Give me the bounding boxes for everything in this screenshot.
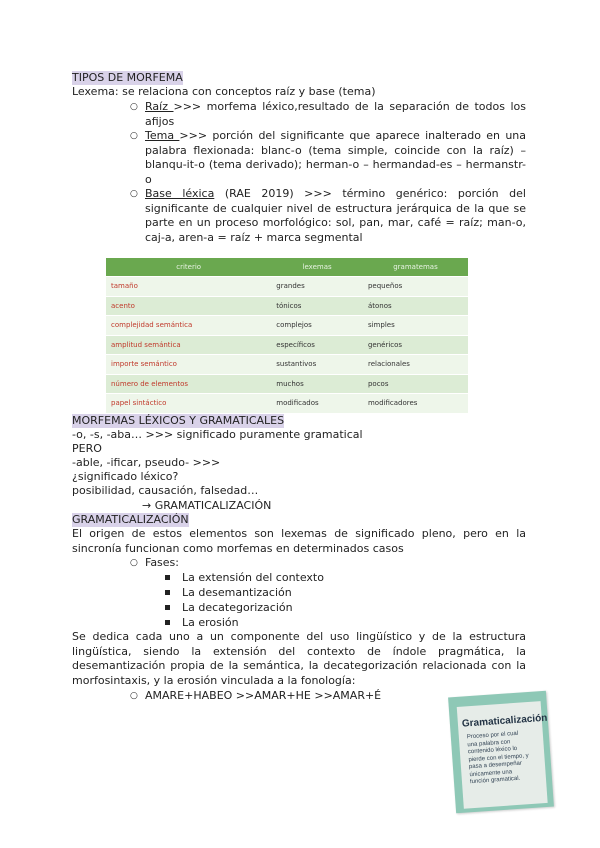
square-bullet-icon [165,620,170,625]
table-header-row [106,258,468,277]
table-row [106,296,468,316]
gramaticalizacion-card [448,691,554,814]
section-title-tipos: TIPOS DE MORFEMA [72,71,183,84]
table-cell: amplitud semántica [106,335,271,355]
table-row [106,277,468,297]
table-cell: modificados [271,394,363,413]
table-cell: complejidad semántica [106,316,271,336]
table-header: gramatemas [363,258,468,277]
table-row [106,335,468,355]
card-inner [457,701,548,809]
text-line: ¿significado léxico? [72,470,179,483]
text-tema: >>> porción del significante que aparece inalterado en una palabra flexionada: blanc-o (tema simple, coincide con la raíz) – blanqu-it-o (tema derivado); herman-o – hermandad-es – hermanstr-o [145,129,526,186]
square-bullet-icon [165,590,170,595]
table-cell: genéricos [363,335,468,355]
phase-item: La decategorización [182,601,293,614]
gramaticalizacion-intro: El origen de estos elementos son lexemas de significado pleno, pero en la sincronía funcionan como morfemas en determinados casos [72,527,526,555]
table-header: lexemas [271,258,363,277]
table-cell: pocos [363,374,468,394]
term-tema: Tema [145,129,180,142]
item-raiz [145,100,526,129]
table-cell: grandes [271,277,363,297]
text-line: -able, -ificar, pseudo- >>> [72,456,221,469]
term-base-lexica: Base léxica [145,187,215,200]
phase-item: La extensión del contexto [182,571,324,584]
table-cell: átonos [363,296,468,316]
table-cell: relacionales [363,355,468,375]
table-cell: pequeños [363,277,468,297]
section-title-gramaticalizacion: GRAMATICALIZACIÓN [72,513,189,526]
circle-bullet-icon: ○ [130,102,138,112]
circle-bullet-icon: ○ [130,558,138,568]
table-cell: modificadores [363,394,468,413]
circle-bullet-icon: ○ [130,189,138,199]
square-bullet-icon [165,605,170,610]
table-cell: número de elementos [106,374,271,394]
table-cell: acento [106,296,271,316]
circle-bullet-icon: ○ [130,691,138,701]
table-header: criterio [106,258,271,277]
table-row [106,394,468,413]
item-base-lexica [145,187,526,245]
example-line: AMARE+HABEO >>AMAR+HE >>AMAR+É [145,689,382,702]
text-line: → GRAMATICALIZACIÓN [142,499,272,512]
table-cell: complejos [271,316,363,336]
table-cell: muchos [271,374,363,394]
text-line: -o, -s, -aba… >>> significado puramente gramatical [72,428,363,441]
table-cell: sustantivos [271,355,363,375]
table-row [106,316,468,336]
text-raiz: >>> morfema léxico,resultado de la separación de todos los afijos [145,100,527,128]
phase-item: La desemantización [182,586,292,599]
text-line: posibilidad, causación, falsedad… [72,484,259,497]
table-row [106,355,468,375]
table-cell: importe semántico [106,355,271,375]
square-bullet-icon [165,575,170,580]
phases-label: Fases: [145,556,179,569]
circle-bullet-icon: ○ [130,131,138,141]
table-cell: simples [363,316,468,336]
term-raiz: Raíz [145,100,174,113]
item-tema [145,129,526,187]
phase-item: La erosión [182,616,239,629]
card-title: Gramaticalización [461,712,548,730]
table-row [106,374,468,394]
text-line: PERO [72,442,102,455]
card-text: Proceso por el cual una palabra con contenido léxico lo pierde con el tiempo, y pasa a desempeñar únicamente una función gramatical. [466,730,529,786]
table-cell: tamaño [106,277,271,297]
lexema-intro: Lexema: se relaciona con conceptos raíz y base (tema) [72,85,376,98]
table-cell: específicos [271,335,363,355]
text-base-lexica: (RAE 2019) >>> término genérico: porción del significante de cualquier nivel de estructura jerárquica de la que se parte en un proceso morfológico: sol, pan, mar, café = raíz; man-o, caj-a, aren-a = raíz + marca segmental [145,187,526,244]
section-title-morfemas: MORFEMAS LÉXICOS Y GRAMATICALES [72,414,285,427]
table-cell: papel sintáctico [106,394,271,413]
criteria-table [106,258,468,413]
gramaticalizacion-body: Se dedica cada uno a un componente del uso lingüístico y de la estructura lingüística, siendo la extensión del contexto de índole pragmática, la desemantización propia de la semántica, la decategorización relacionada con la morfosintaxis, y la erosión vinculada a la fonología: [72,630,526,687]
table-cell: tónicos [271,296,363,316]
